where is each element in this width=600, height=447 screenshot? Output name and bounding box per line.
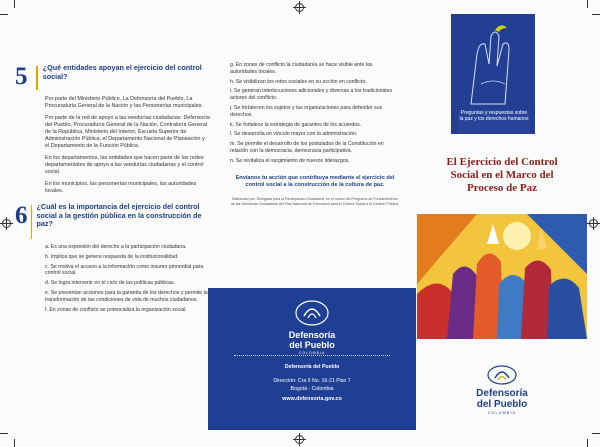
list-item: h. Se visibilizan los retos sociales en su acción en conflicto. [230,78,367,85]
crop-mark [587,0,588,8]
crop-mark [587,439,588,447]
cover-illustration [417,214,587,339]
org-name-line2: del Pueblo [289,340,335,350]
accent-bar [31,205,32,239]
credits-text: Elaborado por: Delegada para la Participación Ciudadana, en el marco del Programa de Fortalecimiento de las Veedurías Ciudadanas del Plan Nacional de Formación para el Control Social a la Gestión Pública. [230,196,400,206]
list-item: d. Se logra intervenir en el ciclo de las políticas públicas. [45,280,176,287]
question-6-header [15,203,210,239]
list-item: f. En zonas de conflicto se potencializa la organización social. [45,306,187,313]
cover-logo-name-line2: del Pueblo [476,399,528,410]
cover-title [417,156,587,195]
question-title: ¿Qué entidades apoyan el ejercicio del control social? [42,63,202,81]
crop-mark [14,439,15,447]
list-item: b. Implica que se genere respuesta de la institucionalidad. [45,253,179,260]
cover-logo-country: COLOMBIA [487,411,517,415]
city: Bogotá - Colombia [290,386,334,392]
accent-bar [36,66,38,90]
cover-logo-name: Defensoría [476,388,528,399]
registration-mark [295,435,304,444]
cover-title-line: Social en el Marco del [450,169,554,181]
crop-mark [592,433,600,434]
cover-title-line: Proceso de Paz [466,182,538,194]
closing-message: Envíanos tu acción que contribuya mediante el ejercicio del control social a la construcción de la cultura de paz. [235,174,395,188]
left-panel [15,28,210,428]
paragraph: Por parte de la red de apoyo a las veedurías ciudadanas: Defensoría del Pueblo, Procuraduría General de la Nación, Contraloría General de la República, Ministerio del Interior, Escuela Superior de Administración Pública, el Departamento Nacional de Planeación y el Departamento de la Función Pública. [45,115,210,149]
crop-mark [0,14,8,15]
list-item: c. Se motiva el acceso a la información como insumo primordial para control social. [45,263,204,277]
shield-logo-icon [292,298,332,328]
registration-mark [589,219,598,228]
contact-org: Defensoría del Pueblo [284,364,340,370]
list-item: i. Se generan interlocuciones adicionales y diversas a los tradicionales actores del conflicto. [230,88,393,102]
crop-mark [592,14,600,15]
cover-subtitle: Preguntas y respuestas sobre la paz y los derechos humanos [459,110,529,122]
registration-mark [295,3,304,12]
website-link[interactable]: www.defensoria.gov.co [282,396,342,402]
cover-logo-icon [485,364,519,386]
question-5-header [15,64,210,90]
org-name: Defensoría [288,330,336,340]
list-item: m. Se permite el desarrollo de los postulados de la Constitución en relación con la democracia, democracia participativa. [230,141,384,154]
crop-mark [0,433,8,434]
list-item: g. En zonas de conflicto la ciudadanía se hace visible ante las autoridades locales. [230,62,373,75]
paragraph: En los municipios, las personerías municipales, las autoridades locales. [45,181,197,194]
middle-panel [230,62,400,207]
cover-title-line: El Ejercicio del Control [446,156,558,168]
address: Dirección: Cra 9 No. 16-21 Piso 7 [273,378,351,384]
contact-box [208,288,416,430]
list-item: j. Se fortalecen los sujetos y las organizaciones para defender sus derechos. [230,104,383,118]
registration-mark [2,219,11,228]
list-item: l. Se desarrolla un vínculo mayor con la administración. [230,131,358,138]
paragraph: Por parte del Ministerio Público, La Defensoría del Pueblo, La Procuraduría General de la Nación y las Personerías municipales. [45,96,203,109]
list-item: k. Se fortalece la estrategia de garantes de los acuerdos. [230,121,362,128]
question-number: 6 [15,202,28,229]
crop-mark [14,0,15,8]
question-title: ¿Cuál es la importancia del ejercicio del control social a la gestión pública en la construcción de paz? [36,202,202,229]
list-item: e. Se presentan acciones para la garantía de los derechos y permite la transformación de las condiciones de vida de muchos ciudadanos. [45,289,208,303]
list-item: a. Es una expresión del derecho a la participación ciudadana. [45,244,187,250]
hands-dove-icon [451,14,535,110]
dotted-divider [234,355,390,356]
paragraph: En los departamentos, las entidades que hacen parte de las redes departamentales de apoyo a las veedurías ciudadanas y el control social. [45,155,204,175]
list-item: n. Se revitaliza el surgimiento de nuevos liderazgos. [230,157,350,164]
question-number: 5 [15,63,28,90]
org-country: COLOMBIA [298,351,326,355]
